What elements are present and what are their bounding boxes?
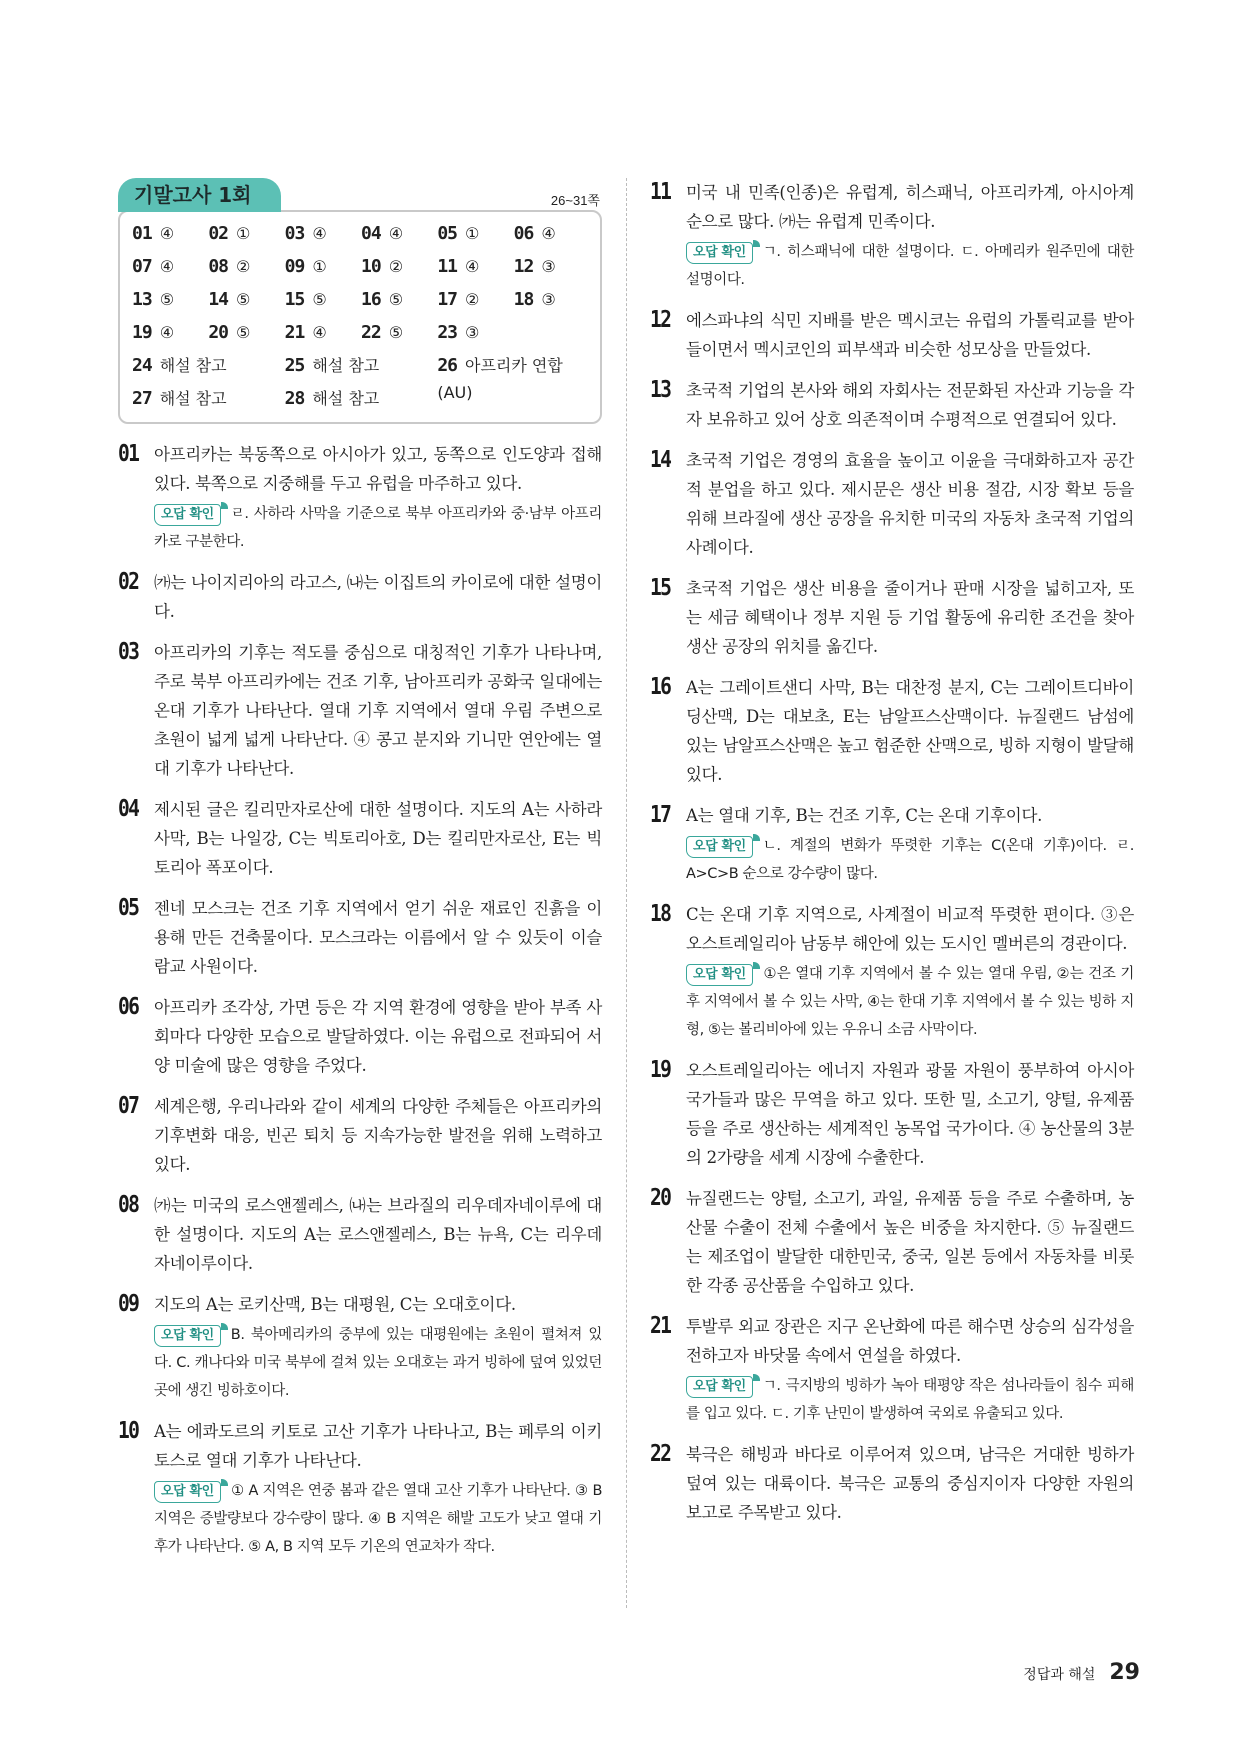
answer-choice: ③ [541,257,556,276]
wrong-answer-badge: 오답 확인 [686,1376,753,1398]
answer-item [514,220,590,247]
explanation-text: 북극은 해빙과 바다로 이루어져 있으며, 남극은 거대한 빙하가 덮여 있는 대륙이다. 북극은 교통의 중심지이자 다양한 자원의 보고로 주목받고 있다. [686,1445,1134,1522]
question-number: 02 [118,569,139,595]
answer-number: 17 [437,289,458,310]
question-number: 18 [650,901,671,927]
explanation-text: 투발루 외교 장관은 지구 온난화에 따른 해수면 상승의 심각성을 전하고자 바닷물 속에서 연설을 하였다. [686,1317,1134,1365]
answer-choice: ④ [159,257,175,276]
page-footer [1023,1660,1140,1685]
answer-item [132,319,208,346]
explanation-item [118,440,602,556]
answer-item [361,220,437,247]
answer-choice: ② [388,257,404,276]
explanation-item [650,178,1134,294]
answer-number: 28 [284,388,305,409]
answer-key-box [118,210,602,424]
wrong-answer-note [686,238,1134,294]
answer-choice: ⑤ [159,290,175,309]
answer-choice: ① [465,224,480,243]
answer-text: 해설 참고 [312,389,380,408]
answer-number: 09 [284,256,305,277]
answer-item [437,253,513,280]
answer-item [132,286,208,313]
explanation-text: 아프리카는 북동쪽으로 아시아가 있고, 동쪽으로 인도양과 접해 있다. 북쪽으로 지중해를 두고 유럽을 마주하고 있다. [154,445,602,493]
answer-item [208,220,284,247]
answer-choice: ⑤ [236,290,251,309]
explanation-text: 아프리카의 기후는 적도를 중심으로 대칭적인 기후가 나타나며, 주로 북부 아프리카에는 건조 기후, 남아프리카 공화국 일대에는 온대 기후가 나타난다. 열대 기후 지역에서 열대 우림 주변으로 초원이 넓게 넓게 나타난다. ④ 콩고 분지와 기니만 연안에는 열대 기후가 나타난다. [154,643,602,778]
note-text: ㄱ. 히스패닉에 대한 설명이다. ㄷ. 아메리카 원주민에 대한 설명이다. [686,244,1134,288]
explanation-text: 초국적 기업은 생산 비용을 줄이거나 판매 시장을 넓히고자, 또는 세금 혜택이나 정부 지원 등 기업 활동에 유리한 조건을 찾아 생산 공장의 위치를 옮긴다. [686,579,1134,656]
explanation-item [118,568,602,626]
explanations-right [650,178,1134,1527]
explanation-text: A는 열대 기후, B는 건조 기후, C는 온대 기후이다. [686,806,1043,825]
explanation-item [118,1092,602,1179]
question-number: 06 [118,994,139,1020]
answer-number: 07 [132,256,152,277]
note-text: B. 북아메리카의 중부에 있는 대평원에는 초원이 펼쳐져 있다. C. 캐나다와 미국 북부에 걸쳐 있는 오대호는 과거 빙하에 덮여 있었던 곳에 생긴 빙하호이다. [154,1327,602,1399]
answer-number: 10 [361,256,381,277]
wrong-answer-note [686,1372,1134,1428]
explanation-text: A는 그레이트샌디 사막, B는 대찬정 분지, C는 그레이트디바이딩산맥, D는 대보초, E는 남알프스산맥이다. 뉴질랜드 남섬에 있는 남알프스산맥은 높고 험준한 산맥으로, 빙하 지형이 발달해 있다. [686,678,1134,784]
answer-number: 16 [361,289,381,310]
explanation-item [650,801,1134,888]
answer-item [514,253,590,280]
answer-choice: ② [465,290,480,309]
answer-number: 08 [208,256,229,277]
wrong-answer-note [686,832,1134,888]
explanation-text: A는 에콰도르의 키토로 고산 기후가 나타나고, B는 페루의 이키토스로 열대 기후가 나타난다. [154,1422,602,1470]
question-number: 05 [118,895,139,921]
answer-item [514,286,590,313]
answer-item [437,220,513,247]
wrong-answer-badge: 오답 확인 [154,504,221,526]
question-number: 08 [118,1192,139,1218]
answer-choice: ② [236,257,251,276]
explanation-text: ㈎는 나이지리아의 라고스, ㈏는 이집트의 카이로에 대한 설명이다. [154,573,602,621]
note-text: ① A 지역은 연중 봄과 같은 열대 고산 기후가 나타난다. ③ B 지역은 증발량보다 강수량이 많다. ④ B 지역은 해발 고도가 낮고 열대 기후가 나타난다. ⑤ A, B 지역 모두 기온의 연교차가 작다. [154,1483,602,1555]
explanation-item [650,1312,1134,1428]
explanation-text: 에스파냐의 식민 지배를 받은 멕시코는 유럽의 가톨릭교를 받아들이면서 멕시코인의 피부색과 비슷한 성모상을 만들었다. [686,311,1134,359]
question-number: 12 [650,307,671,333]
question-number: 21 [650,1313,671,1339]
answer-item [132,385,285,412]
answer-number: 04 [361,223,381,244]
question-number: 17 [650,802,671,828]
answer-item [285,286,361,313]
answer-item [132,352,285,379]
explanation-item [650,1440,1134,1527]
note-text: ㄹ. 사하라 사막을 기준으로 북부 아프리카와 중·남부 아프리카로 구분한다. [154,506,602,550]
question-number: 15 [650,575,671,601]
answer-number: 18 [513,289,534,310]
answer-number: 02 [208,223,229,244]
explanation-item [650,1056,1134,1172]
explanation-item [650,900,1134,1044]
explanation-text: 지도의 A는 로키산맥, B는 대평원, C는 오대호이다. [154,1295,516,1314]
wrong-answer-badge: 오답 확인 [154,1481,221,1503]
wrong-answer-note [154,1321,602,1405]
answer-item [285,352,438,379]
answer-item [285,253,361,280]
wrong-answer-note [154,1477,602,1561]
answer-choice: ④ [159,224,175,243]
answer-item [361,253,437,280]
question-number: 19 [650,1057,671,1083]
explanation-text: 초국적 기업의 본사와 해외 자회사는 전문화된 자산과 기능을 각자 보유하고 있어 상호 의존적이며 수평적으로 연결되어 있다. [686,381,1134,429]
question-number: 11 [650,179,671,205]
explanation-item [118,1417,602,1561]
note-text: ㄱ. 극지방의 빙하가 녹아 태평양 작은 섬나라들이 침수 피해를 입고 있다. ㄷ. 기후 난민이 발생하여 국외로 유출되고 있다. [686,1378,1134,1422]
answer-number: 11 [437,256,458,277]
answer-choice: ③ [541,290,556,309]
explanation-text: C는 온대 기후 지역으로, 사계절이 비교적 뚜렷한 편이다. ③은 오스트레일리아 남동부 해안에 있는 도시인 멜버른의 경관이다. [686,905,1134,953]
answer-number: 25 [284,355,305,376]
answer-number: 26 [437,355,458,376]
explanation-text: 세계은행, 우리나라와 같이 세계의 다양한 주체들은 아프리카의 기후변화 대응, 빈곤 퇴치 등 지속가능한 발전을 위해 노력하고 있다. [154,1097,602,1174]
answer-number: 20 [208,322,229,343]
question-number: 16 [650,674,671,700]
answer-number: 23 [437,322,458,343]
explanation-item [118,993,602,1080]
answer-number: 24 [132,355,152,376]
answer-number: 06 [513,223,534,244]
explanation-item [118,638,602,783]
right-column [650,178,1134,1539]
answer-choice: ④ [312,224,327,243]
answer-item [208,286,284,313]
answer-number: 01 [132,223,152,244]
explanation-text: 초국적 기업은 경영의 효율을 높이고 이윤을 극대화하고자 공간적 분업을 하고 있다. 제시문은 생산 비용 절감, 시장 확보 등을 위해 브라질에 생산 공장을 유치한 미국의 자동차 초국적 기업의 사례이다. [686,451,1134,557]
answer-choice: ⑤ [388,323,404,342]
answer-item [132,220,208,247]
explanation-item [650,376,1134,434]
answer-item [361,319,437,346]
explanation-item [118,1290,602,1405]
note-text: ①은 열대 기후 지역에서 볼 수 있는 열대 우림, ②는 건조 기후 지역에서 볼 수 있는 사막, ④는 한대 기후 지역에서 볼 수 있는 빙하 지형, ⑤는 볼리비아에 있는 우유니 소금 사막이다. [686,966,1134,1038]
explanation-text: 오스트레일리아는 에너지 자원과 광물 자원이 풍부하여 아시아 국가들과 많은 무역을 하고 있다. 또한 밀, 소고기, 양털, 유제품 등을 주로 생산하는 세계적인 농목업 국가이다. ④ 농산물의 3분의 2가량을 세계 시장에 수출한다. [686,1061,1134,1167]
explanation-item [118,894,602,981]
answer-empty [514,319,590,346]
answer-text: 해설 참고 [159,389,227,408]
answer-number: 19 [132,322,152,343]
answer-number: 27 [132,388,152,409]
explanation-text: ㈎는 미국의 로스앤젤레스, ㈏는 브라질의 리우데자네이루에 대한 설명이다. 지도의 A는 로스앤젤레스, B는 뉴욕, C는 리우데자네이루이다. [154,1196,602,1273]
answer-number: 03 [284,223,305,244]
explanation-item [650,306,1134,364]
answer-number: 21 [284,322,305,343]
explanation-item [650,673,1134,789]
answer-choice: ① [236,224,251,243]
wrong-answer-badge: 오답 확인 [686,836,753,858]
question-number: 04 [118,796,139,822]
answer-choice: ④ [312,323,327,342]
question-number: 22 [650,1441,671,1467]
footer-label: 정답과 해설 [1023,1667,1096,1683]
answer-item [208,319,284,346]
answer-item [208,253,284,280]
answer-choice: ⑤ [236,323,251,342]
answer-number: 15 [284,289,305,310]
question-number: 14 [650,447,671,473]
explanation-item [118,1191,602,1278]
answer-number: 14 [208,289,229,310]
answer-choice: ③ [465,323,480,342]
column-divider [626,178,627,1608]
answer-choice: ⑤ [312,290,327,309]
wrong-answer-note [154,500,602,556]
answer-item [437,319,513,346]
question-number: 03 [118,639,139,665]
wrong-answer-badge: 오답 확인 [686,242,753,264]
answer-choice: ⑤ [388,290,404,309]
left-column [118,178,602,1573]
question-number: 13 [650,377,671,403]
answer-text: 해설 참고 [159,356,227,375]
answer-choice: ① [312,257,327,276]
answer-key-header [118,178,602,212]
answer-item [361,286,437,313]
explanation-item [650,1184,1134,1300]
answer-grid [132,220,590,412]
explanation-item [650,574,1134,661]
answer-text: 해설 참고 [312,356,380,375]
page-number: 29 [1109,1660,1140,1685]
wrong-answer-note [686,960,1134,1044]
question-number: 09 [118,1291,139,1317]
explanation-item [118,795,602,882]
answer-number: 12 [513,256,534,277]
answer-text: 아프리카 연합(AU) [437,356,563,402]
answer-item [437,286,513,313]
answer-key-title: 기말고사 1회 [118,178,281,212]
answer-item [285,220,361,247]
question-number: 10 [118,1418,139,1444]
answer-choice: ④ [541,224,556,243]
answer-choice: ④ [159,323,175,342]
answer-item [285,319,361,346]
wrong-answer-badge: 오답 확인 [154,1325,221,1347]
explanation-text: 제시된 글은 킬리만자로산에 대한 설명이다. 지도의 A는 사하라 사막, B는 나일강, C는 빅토리아호, D는 킬리만자로산, E는 빅토리아 폭포이다. [154,800,602,877]
explanation-item [650,446,1134,562]
answer-item [285,385,438,412]
question-number: 20 [650,1185,671,1211]
question-number: 01 [118,441,139,467]
answer-item [132,253,208,280]
answer-choice: ④ [465,257,480,276]
wrong-answer-badge: 오답 확인 [686,964,753,986]
answer-item [437,352,590,402]
explanation-text: 뉴질랜드는 양털, 소고기, 과일, 유제품 등을 주로 수출하며, 농산물 수출이 전체 수출에서 높은 비중을 차지한다. ⑤ 뉴질랜드는 제조업이 발달한 대한민국, 중국, 일본 등에서 자동차를 비롯한 각종 공산품을 수입하고 있다. [686,1189,1134,1295]
question-number: 07 [118,1093,139,1119]
answer-number: 22 [361,322,381,343]
answer-number: 05 [437,223,458,244]
explanation-text: 아프리카 조각상, 가면 등은 각 지역 환경에 영향을 받아 부족 사회마다 다양한 모습으로 발달하였다. 이는 유럽으로 전파되어 서양 미술에 많은 영향을 주었다. [154,998,602,1075]
answer-number: 13 [132,289,152,310]
page-range: 26~31쪽 [550,193,600,208]
explanation-text: 미국 내 민족(인종)은 유럽계, 히스패닉, 아프리카계, 아시아계 순으로 많다. ㈎는 유럽계 민족이다. [686,183,1134,231]
answer-choice: ④ [388,224,404,243]
note-text: ㄴ. 계절의 변화가 뚜렷한 기후는 C(온대 기후)이다. ㄹ. A>C>B 순으로 강수량이 많다. [686,838,1134,882]
explanation-text: 젠네 모스크는 건조 기후 지역에서 얻기 쉬운 재료인 진흙을 이용해 만든 건축물이다. 모스크라는 이름에서 알 수 있듯이 이슬람교 사원이다. [154,899,602,976]
explanations-left [118,440,602,1561]
